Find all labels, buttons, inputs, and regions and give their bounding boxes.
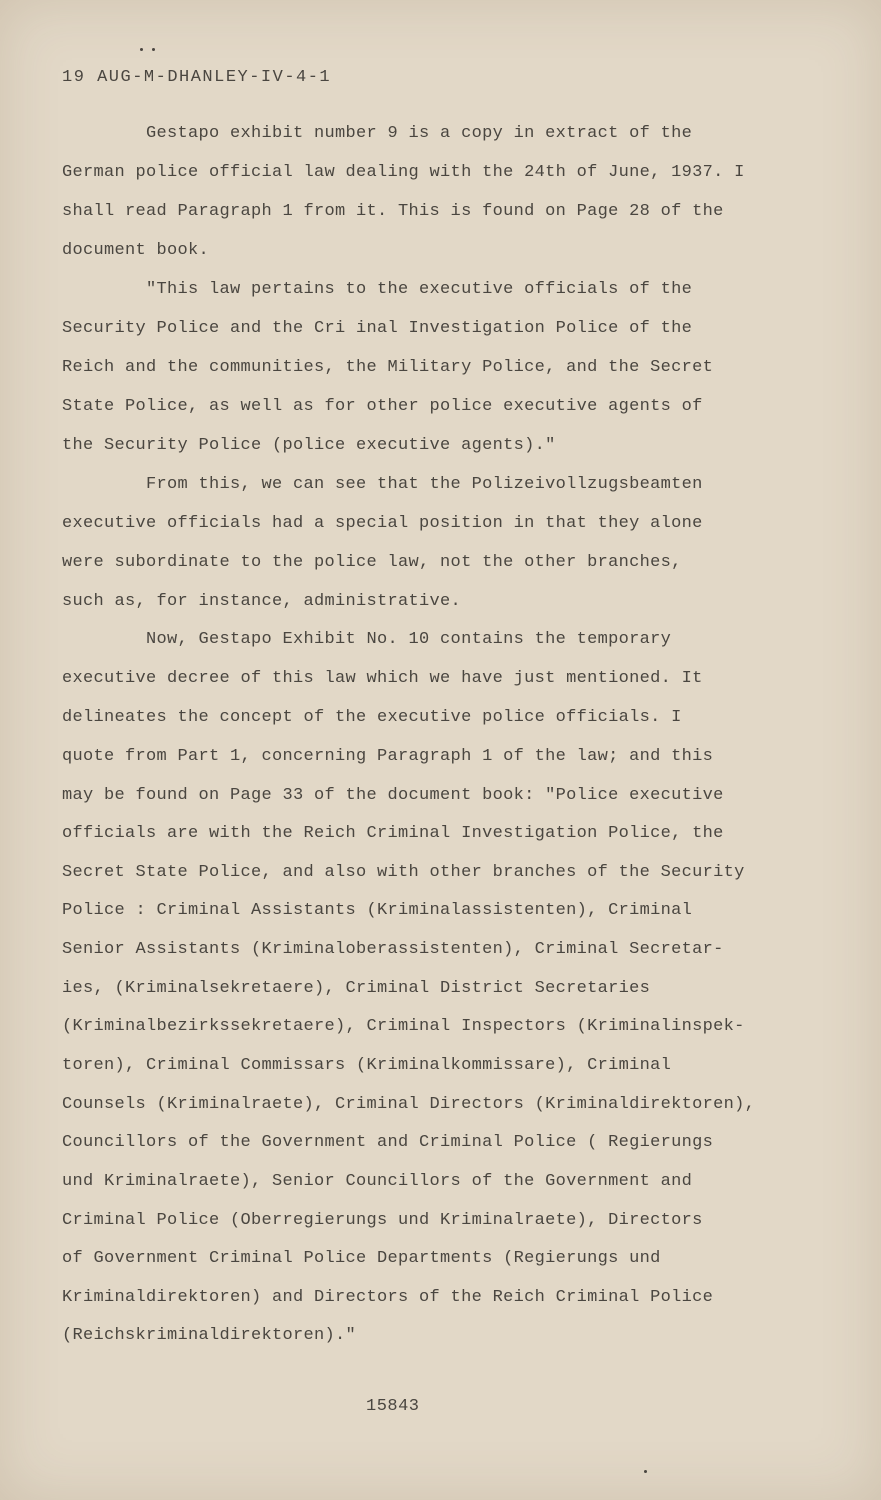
text-line: delineates the concept of the executive police officials. I (62, 708, 682, 727)
text-line: quote from Part 1, concerning Paragraph 1 of the law; and this (62, 747, 714, 766)
text-line: executive officials had a special position in that they alone (62, 514, 703, 533)
text-line: German police official law dealing with the 24th of June, 1937. I (62, 163, 745, 182)
text-line: Reich and the communities, the Military Police, and the Secret (62, 358, 714, 377)
text-line: ies, (Kriminalsekretaere), Criminal District Secretaries (62, 979, 651, 998)
text-line: Now, Gestapo Exhibit No. 10 contains the temporary (62, 630, 672, 649)
text-line: executive decree of this law which we have just mentioned. It (62, 669, 703, 688)
text-line: Security Police and the Cri inal Investigation Police of the (62, 319, 693, 338)
text-line: (Kriminalbezirkssekretaere), Criminal Inspectors (Kriminalinspek- (62, 1017, 745, 1036)
text-line: the Security Police (police executive agents)." (62, 436, 556, 455)
text-line: (Reichskriminaldirektoren)." (62, 1326, 357, 1345)
text-line: Senior Assistants (Kriminaloberassistenten), Criminal Secretar- (62, 940, 724, 959)
text-line: State Police, as well as for other police executive agents of (62, 397, 703, 416)
text-line: Kriminaldirektoren) and Directors of the Reich Criminal Police (62, 1288, 714, 1307)
text-line: were subordinate to the police law, not the other branches, (62, 553, 682, 572)
paper-speck (644, 1470, 647, 1473)
text-line: such as, for instance, administrative. (62, 592, 462, 611)
paper-speck (140, 48, 143, 51)
page-number: 15843 (366, 1397, 420, 1416)
text-line: officials are with the Reich Criminal Investigation Police, the (62, 824, 724, 843)
text-line: toren), Criminal Commissars (Kriminalkommissare), Criminal (62, 1056, 672, 1075)
text-line: may be found on Page 33 of the document book: "Police executive (62, 786, 724, 805)
text-line: Councillors of the Government and Criminal Police ( Regierungs (62, 1133, 714, 1152)
text-line: Gestapo exhibit number 9 is a copy in extract of the (62, 124, 693, 143)
text-line: document book. (62, 241, 210, 260)
document-header: 19 AUG-M-DHANLEY-IV-4-1 (62, 68, 332, 87)
text-line: shall read Paragraph 1 from it. This is found on Page 28 of the (62, 202, 724, 221)
text-line: Secret State Police, and also with other branches of the Security (62, 863, 745, 882)
text-line: of Government Criminal Police Departments (Regierungs und (62, 1249, 661, 1268)
text-line: und Kriminalraete), Senior Councillors of the Government and (62, 1172, 693, 1191)
text-line: From this, we can see that the Polizeivollzugsbeamten (62, 475, 703, 494)
text-line: Police : Criminal Assistants (Kriminalassistenten), Criminal (62, 901, 693, 920)
text-line: Counsels (Kriminalraete), Criminal Directors (Kriminaldirektoren), (62, 1095, 756, 1114)
text-line: "This law pertains to the executive officials of the (62, 280, 693, 299)
paper-speck (152, 48, 155, 51)
text-line: Criminal Police (Oberregierungs und Kriminalraete), Directors (62, 1211, 703, 1230)
